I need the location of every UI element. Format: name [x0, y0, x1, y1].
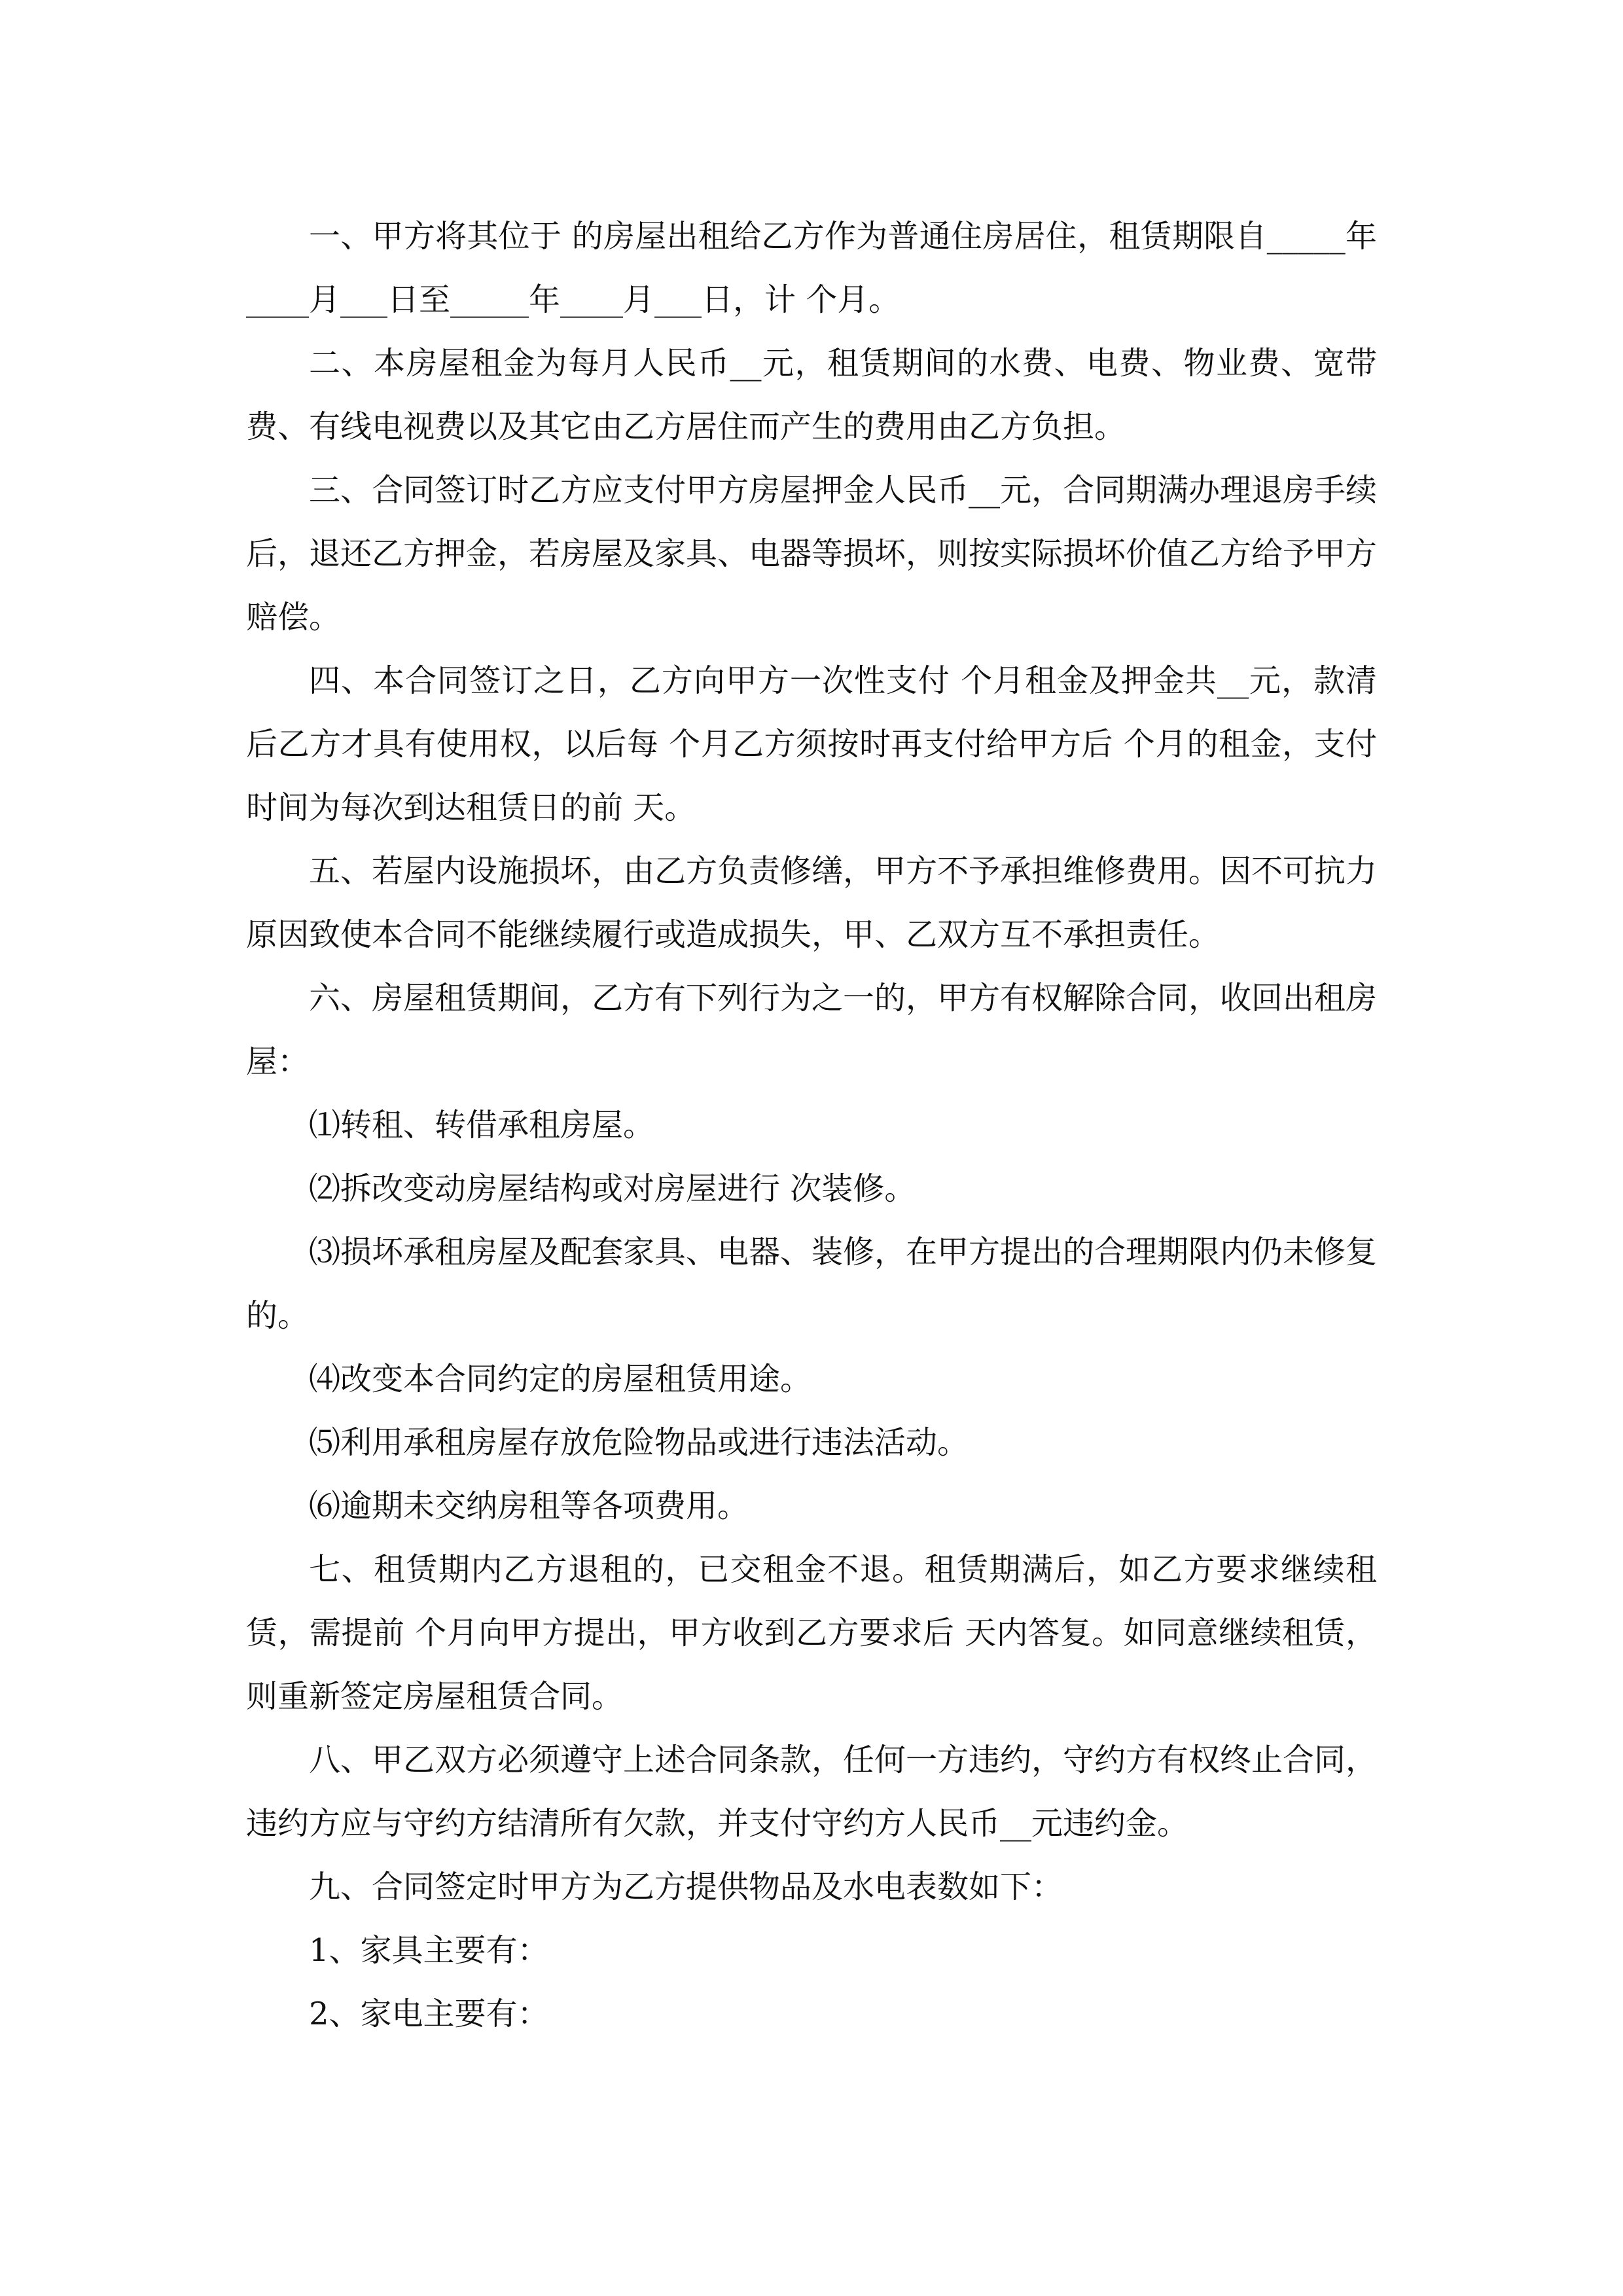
clause-6-item-1: ⑴转租、转借承租房屋。: [309, 1107, 655, 1143]
contract-body: [246, 205, 1377, 2046]
clause-8-breach: 八、甲乙双方必须遵守上述合同条款，任何一方违约，守约方有权终止合同，违约方应与守约方结清所有欠款，并支付守约方人民币__元违约金。: [246, 1742, 1378, 1842]
clause-7-early-exit-renewal: 七、租赁期内乙方退租的，已交租金不退。租赁期满后，如乙方要求继续租赁，需提前 个月向甲方提出，甲方收到乙方要求后 天内答复。如同意继续租赁，则重新签定房屋租赁合同。: [246, 1551, 1377, 1715]
clause-6-item-2: ⑵拆改变动房屋结构或对房屋进行 次装修。: [309, 1170, 916, 1207]
clause-6-item-4: ⑷改变本合同约定的房屋租赁用途。: [309, 1361, 812, 1397]
clause-9-item-furniture: 1、家具主要有：: [309, 1932, 549, 1969]
clause-4-payment: 四、本合同签订之日，乙方向甲方一次性支付 个月租金及押金共__元，款清后乙方才具有使用权，以后每 个月乙方须按时再支付给甲方后 个月的租金，支付时间为每次到达租赁日的前 天。: [246, 662, 1377, 826]
clause-1-rental-term: 一、甲方将其位于 的房屋出租给乙方作为普通住房居住，租赁期限自_____年____月___日至_____年____月___日，计 个月。: [246, 218, 1377, 318]
clause-2-rent-and-fees: 二、本房屋租金为每月人民币__元，租赁期间的水费、电费、物业费、宽带费、有线电视费以及其它由乙方居住而产生的费用由乙方负担。: [246, 345, 1377, 445]
clause-6-termination: 六、房屋租赁期间，乙方有下列行为之一的，甲方有权解除合同，收回出租房屋：: [246, 980, 1378, 1080]
clause-3-deposit: 三、合同签订时乙方应支付甲方房屋押金人民币__元，合同期满办理退房手续后，退还乙方押金，若房屋及家具、电器等损坏，则按实际损坏价值乙方给予甲方赔偿。: [246, 472, 1378, 636]
clause-9-item-appliances: 2、家电主要有：: [309, 1996, 549, 2032]
clause-9-inventory: 九、合同签定时甲方为乙方提供物品及水电表数如下：: [309, 1869, 1063, 1905]
clause-6-item-3: ⑶损坏承租房屋及配套家具、电器、装修，在甲方提出的合理期限内仍未修复的。: [246, 1234, 1378, 1334]
clause-6-item-5: ⑸利用承租房屋存放危险物品或进行违法活动。: [309, 1424, 969, 1461]
clause-5-repairs: 五、若屋内设施损坏，由乙方负责修缮，甲方不予承担维修费用。因不可抗力原因致使本合同不能继续履行或造成损失，甲、乙双方互不承担责任。: [246, 853, 1378, 953]
clause-6-item-6: ⑹逾期未交纳房租等各项费用。: [309, 1488, 749, 1524]
